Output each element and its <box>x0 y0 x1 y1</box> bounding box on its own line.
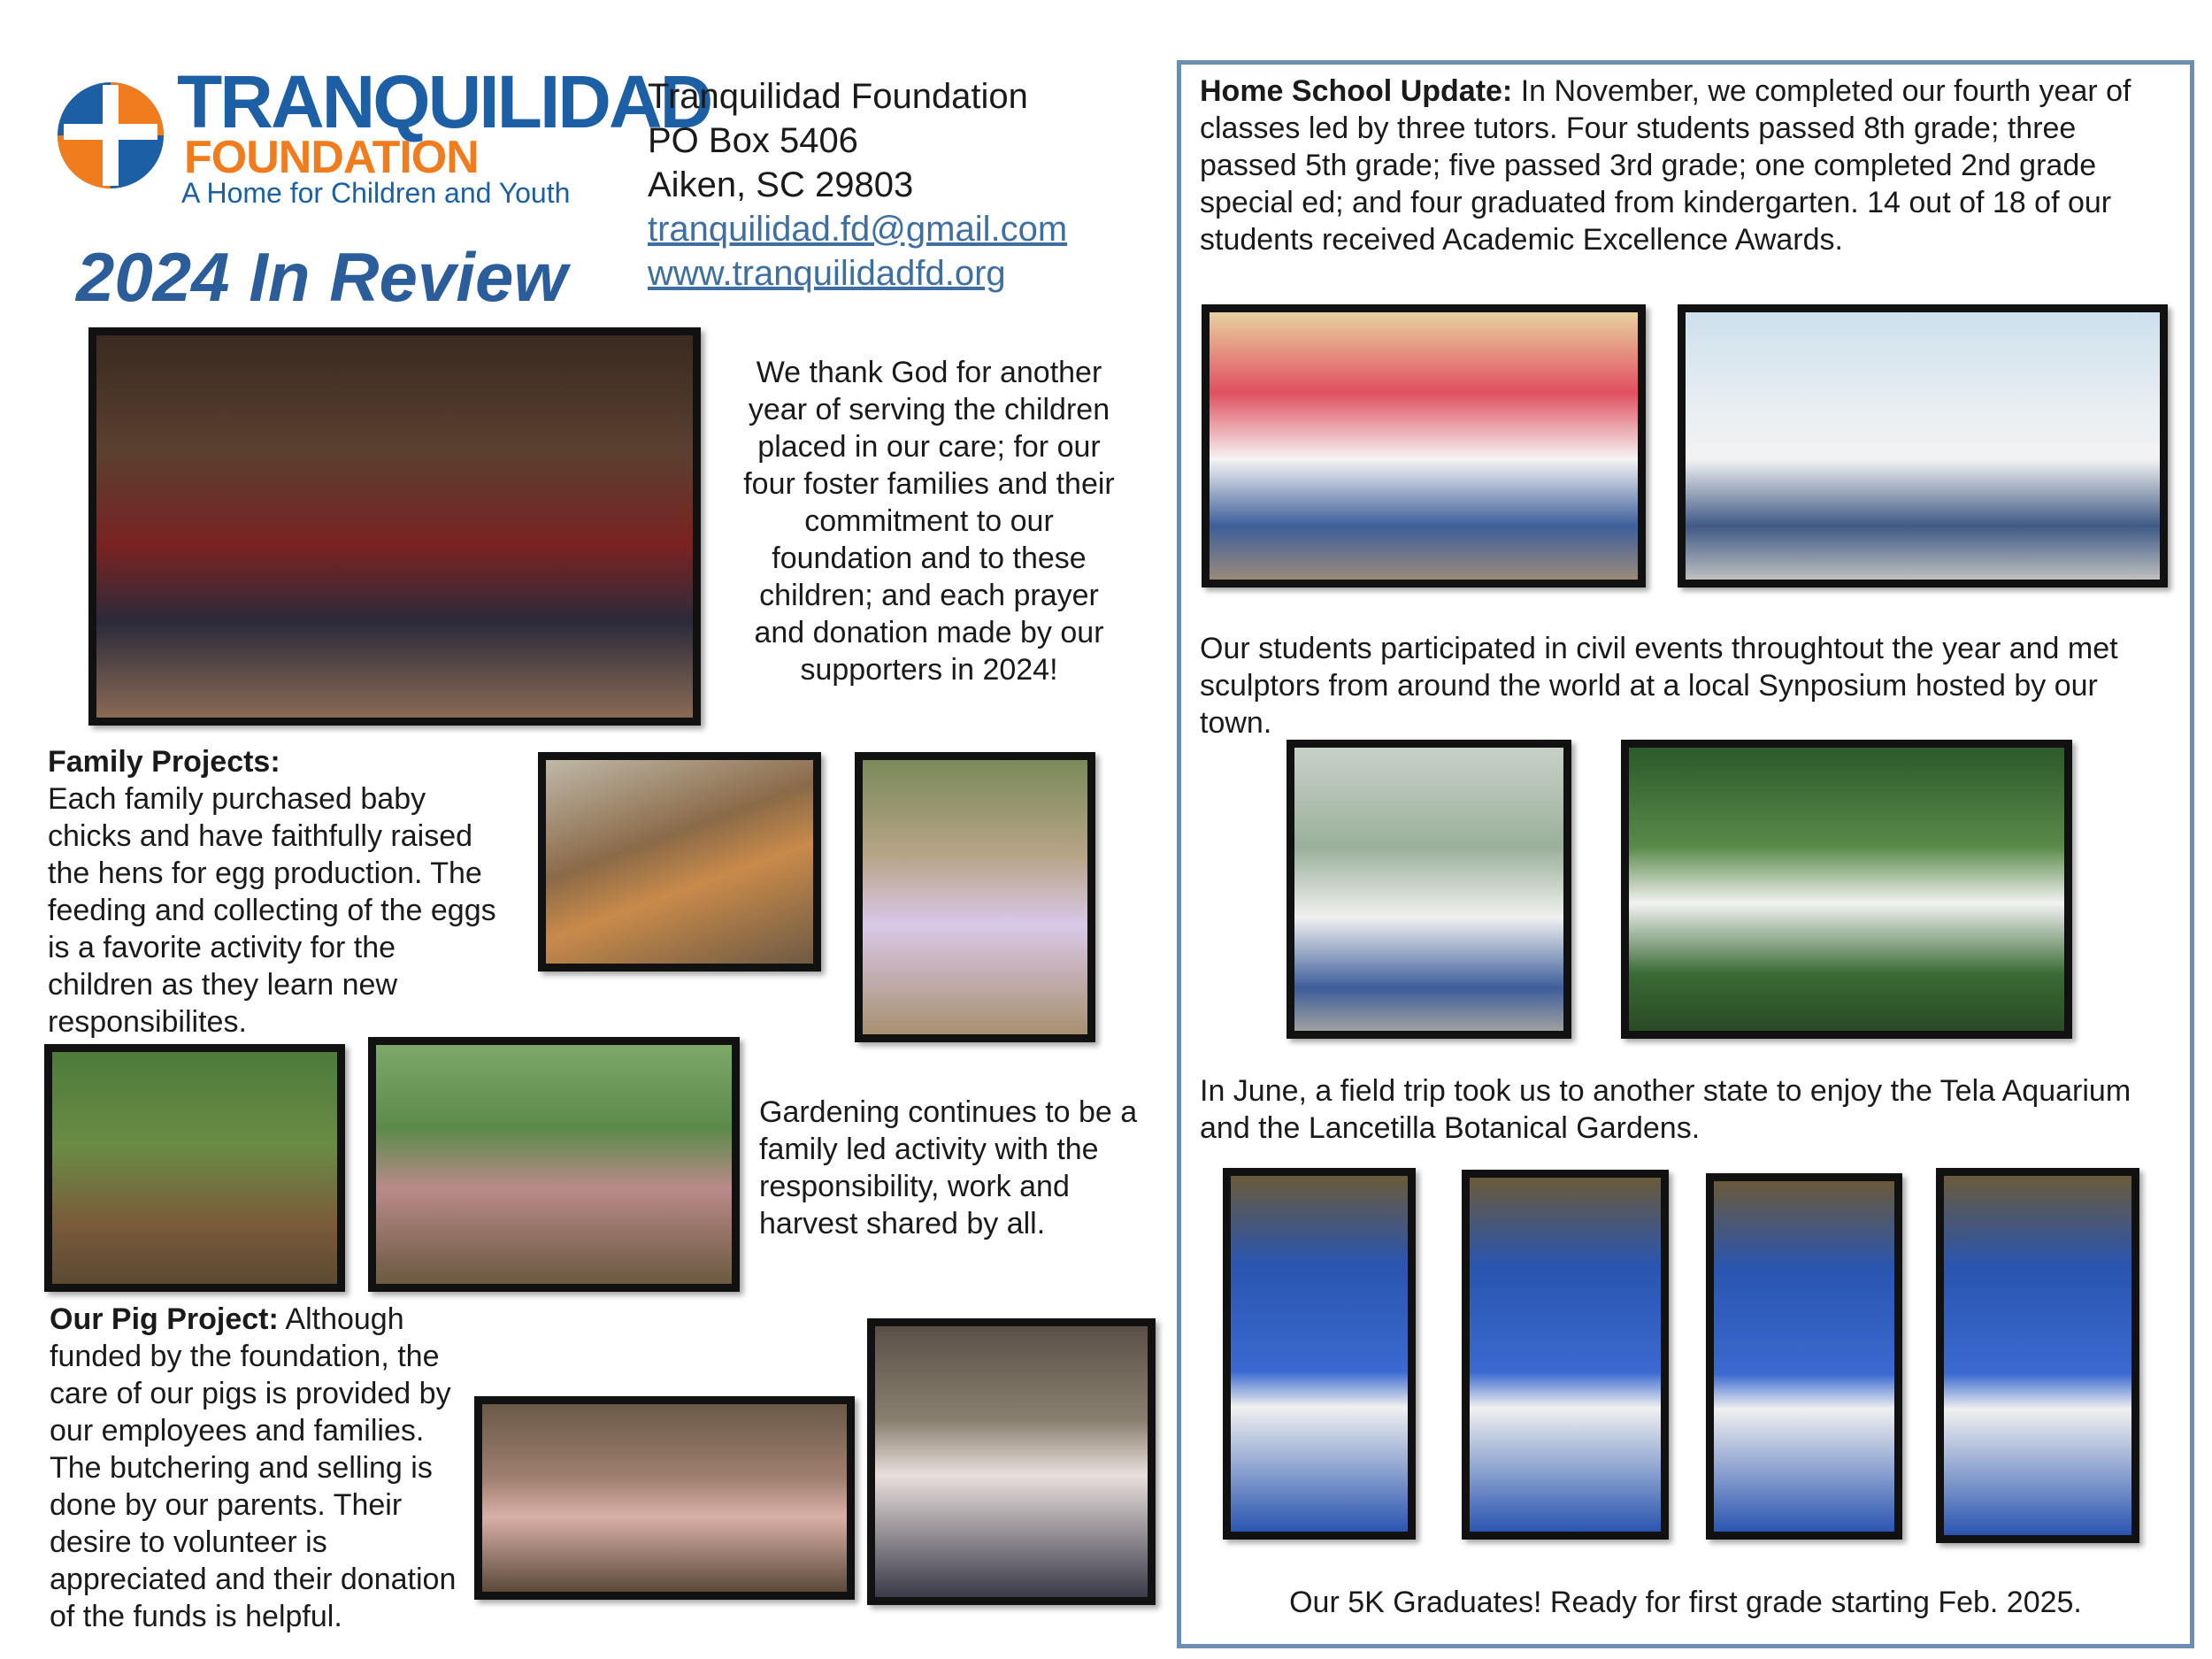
graduate-photo-2 <box>1462 1170 1669 1540</box>
website-link[interactable]: www.tranquilidadfd.org <box>648 254 1006 293</box>
classroom-group-photo <box>1202 304 1646 588</box>
garden-work-photo <box>44 1044 345 1292</box>
foundation-logo <box>53 60 711 221</box>
family-projects-heading: Family Projects: <box>48 745 280 779</box>
pig-project-heading: Our Pig Project: <box>50 1302 279 1336</box>
logo-tagline: A Home for Children and Youth <box>181 177 571 209</box>
email-link[interactable]: tranquilidad.fd@gmail.com <box>648 210 1068 249</box>
thanks-text: We thank God for another year of serving the children placed in our care; for our four foster families and their commitment to our foundation and to these children; and each prayer and donation made by our supporters in 2024! <box>743 356 1115 687</box>
home-school-body: In November, we completed our fourth year of classes led by three tutors. Four students passed 8th grade; three passed 5th grade; five passed 3rd grade; one completed 2nd grade special ed; and four graduated from kindergarten. 14 out of 18 of our students received Academic Excellence Awards. <box>1200 74 2131 257</box>
family-projects-body: Each family purchased baby chicks and have faithfully raised the hens for egg production. The feeding and collecting of the eggs is a favorite activity for the children as they learn new responsibilites. <box>48 782 496 1039</box>
sculpture-group-photo <box>1678 304 2168 588</box>
contact-name: Tranquilidad Foundation <box>648 77 1028 116</box>
pig-project-body: Although funded by the foundation, the care of our pigs is provided by our employees and families. The butchering and selling is done by our parents. Their desire to volunteer is appreciated and their donation of the funds is helpful. <box>50 1302 457 1633</box>
family-group-photo <box>88 327 701 726</box>
logo-word-tranquilidad: TRANQUILIDAD <box>177 60 711 143</box>
botanical-garden-photo <box>1621 740 2072 1039</box>
home-school-text <box>1200 73 2173 258</box>
field-trip-text: In June, a field trip took us to another state to enjoy the Tela Aquarium and the Lancetilla Botanical Gardens. <box>1200 1074 2131 1145</box>
butchering-photo <box>867 1318 1156 1605</box>
sow-and-piglets-photo <box>474 1396 855 1600</box>
contact-block <box>648 74 1067 296</box>
contact-city: Aiken, SC 29803 <box>648 165 914 204</box>
garden-harvest-photo <box>368 1037 740 1292</box>
graduate-photo-3 <box>1706 1173 1902 1540</box>
civil-event-photo <box>1286 740 1571 1039</box>
graduates-caption: Our 5K Graduates! Ready for first grade starting Feb. 2025. <box>1289 1586 2082 1619</box>
home-school-heading: Home School Update: <box>1200 74 1513 108</box>
civil-events-text: Our students participated in civil events throughtout the year and met sculptors from around the world at a local Synposium hosted by our town. <box>1200 632 2118 740</box>
chicks-photo <box>538 752 821 972</box>
gardening-text: Gardening continues to be a family led activity with the responsibility, work and harvest shared by all. <box>759 1095 1138 1240</box>
graduate-photo-1 <box>1223 1168 1416 1540</box>
page-title: 2024 In Review <box>76 238 567 316</box>
contact-po-box: PO Box 5406 <box>648 121 858 160</box>
pig-project-section <box>50 1301 480 1635</box>
logo-word-foundation: FOUNDATION <box>184 132 479 183</box>
cross-globe-icon <box>53 78 168 193</box>
graduate-photo-4 <box>1936 1168 2139 1543</box>
family-projects-section <box>48 743 499 1041</box>
girl-with-hen-photo <box>855 752 1095 1042</box>
